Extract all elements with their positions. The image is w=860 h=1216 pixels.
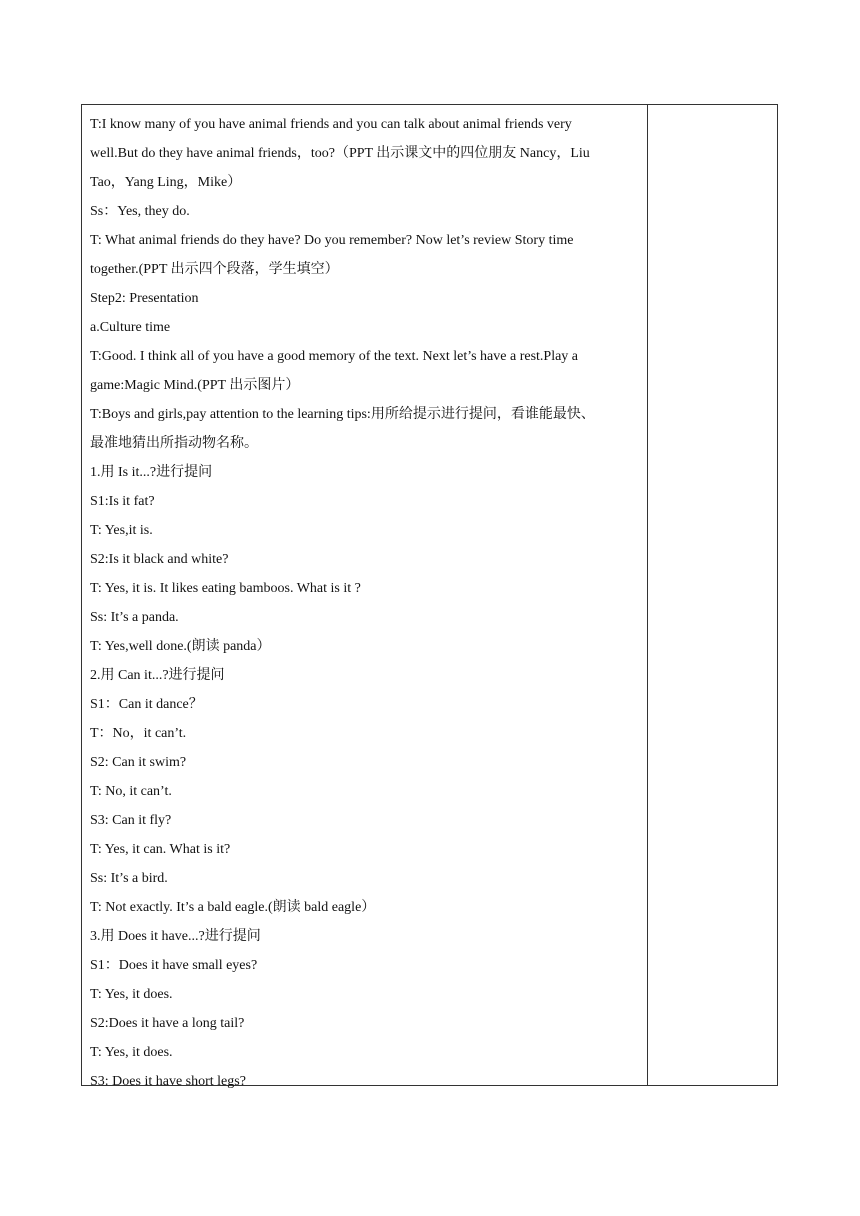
text-line: T: Not exactly. It’s a bald eagle.(朗读 bald eagle） bbox=[90, 900, 376, 915]
text-line: a.Culture time bbox=[90, 320, 171, 335]
text-line: T: Yes,well done.(朗读 panda） bbox=[90, 639, 271, 654]
text-line: Ss: It’s a panda. bbox=[90, 610, 179, 625]
text-line: T：No，it can’t. bbox=[90, 726, 187, 741]
text-line: game:Magic Mind.(PPT 出示图片） bbox=[90, 378, 300, 393]
text-line: T:I know many of you have animal friends and you can talk about animal friends very bbox=[90, 117, 572, 132]
text-line: S2: Can it swim? bbox=[90, 755, 187, 770]
text-line: T: Yes, it does. bbox=[90, 1045, 173, 1060]
text-line: T:Good. I think all of you have a good memory of the text. Next let’s have a rest.Play a bbox=[90, 349, 579, 364]
text-line: T:Boys and girls,pay attention to the learning tips:用所给提示进行提问，看谁能最快、 bbox=[90, 407, 595, 422]
text-line: S2:Is it black and white? bbox=[90, 552, 229, 567]
text-line: together.(PPT 出示四个段落，学生填空） bbox=[90, 262, 339, 277]
lesson-table bbox=[81, 104, 778, 1089]
text-line: 2.用 Can it...?进行提问 bbox=[90, 668, 225, 683]
text-line: 3.用 Does it have...?进行提问 bbox=[90, 929, 261, 944]
text-line: well.But do they have animal friends，too?（PPT 出示课文中的四位朋友 Nancy，Liu bbox=[90, 146, 590, 161]
text-line: S1:Is it fat? bbox=[90, 494, 155, 509]
text-line: S3: Can it fly? bbox=[90, 813, 172, 828]
text-line: 最准地猜出所指动物名称。 bbox=[90, 436, 258, 451]
lesson-content-cell bbox=[90, 110, 640, 1096]
text-line: T: Yes,it is. bbox=[90, 523, 153, 538]
text-line: T: Yes, it is. It likes eating bamboos. What is it ? bbox=[90, 581, 361, 596]
text-line: Ss：Yes, they do. bbox=[90, 204, 190, 219]
text-line: S3: Does it have short legs? bbox=[90, 1074, 246, 1089]
text-line: T: Yes, it does. bbox=[90, 987, 173, 1002]
text-line: Ss: It’s a bird. bbox=[90, 871, 168, 886]
text-line: T: What animal friends do they have? Do you remember? Now let’s review Story time bbox=[90, 233, 574, 248]
text-line: Tao，Yang Ling，Mike） bbox=[90, 175, 242, 190]
text-line: 1.用 Is it...?进行提问 bbox=[90, 465, 213, 480]
text-line: S1：Can it dance？ bbox=[90, 697, 203, 712]
text-line: T: No, it can’t. bbox=[90, 784, 172, 799]
text-line: T: Yes, it can. What is it? bbox=[90, 842, 231, 857]
text-line: Step2: Presentation bbox=[90, 291, 199, 306]
text-line: S1：Does it have small eyes? bbox=[90, 958, 258, 973]
text-line: S2:Does it have a long tail? bbox=[90, 1016, 245, 1031]
notes-cell-empty bbox=[648, 105, 777, 1085]
